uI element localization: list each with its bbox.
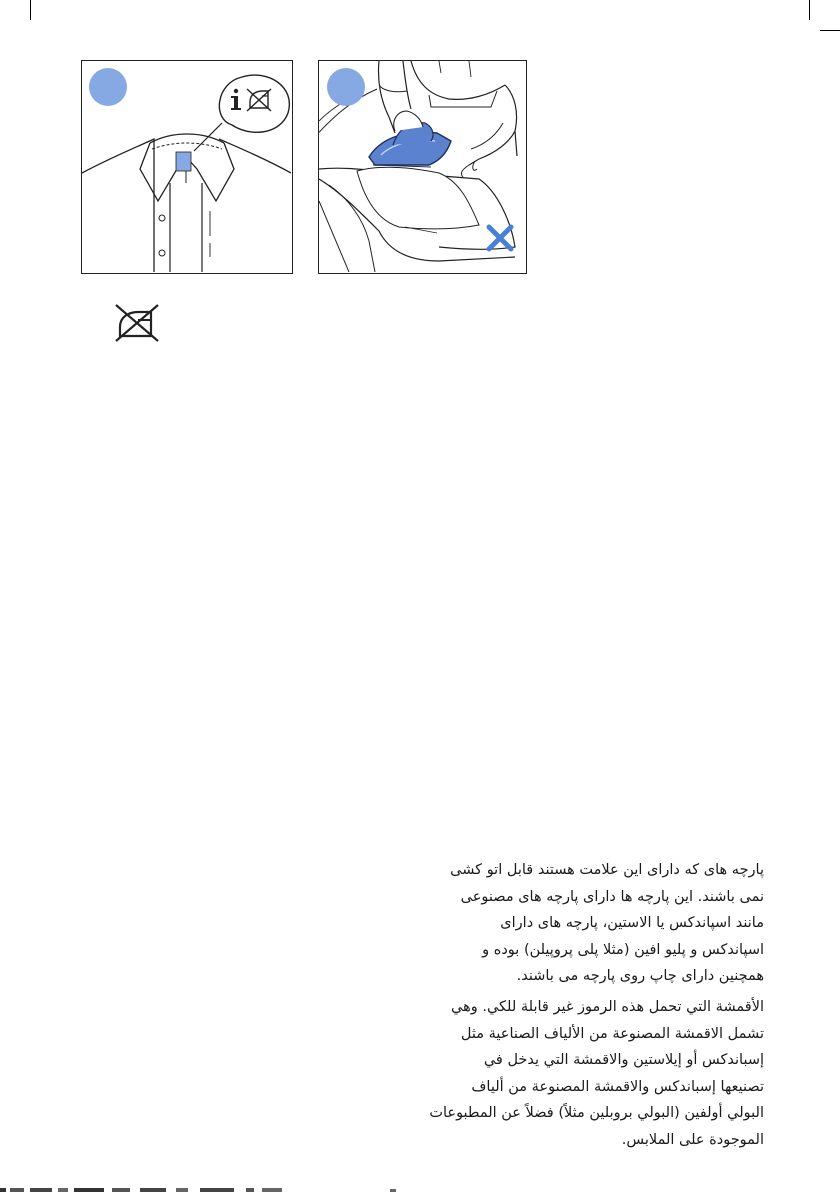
arabic-line: البولي أولفين (البولي بروبلين مثلاً) فضلاً عن المطبوعات bbox=[429, 1105, 764, 1121]
persian-line: نمی باشند. این پارچه ها دارای پارچه های مصنوعی bbox=[460, 888, 764, 905]
arabic-paragraph bbox=[384, 994, 764, 1153]
persian-line: همچنین دارای چاپ روی پارچه می باشند. bbox=[516, 968, 764, 984]
arabic-line: تصنيعها إسباندكس والاقمشة المصنوعة من ألياف bbox=[471, 1078, 764, 1095]
arabic-line: الموجودة على الملابس. bbox=[621, 1131, 764, 1148]
persian-line: اسپاندکس و پلیو افین (مثلا پلی پروپیلن) بوده و bbox=[482, 941, 764, 958]
crop-mark-top-right-v bbox=[809, 0, 810, 20]
step2-illustration bbox=[318, 60, 527, 274]
crop-mark-top-left-v bbox=[30, 0, 31, 20]
step1-illustration bbox=[81, 60, 293, 274]
do-not-iron-icon bbox=[114, 303, 162, 343]
step2-badge bbox=[327, 68, 365, 106]
cross-icon bbox=[489, 227, 511, 249]
care-label bbox=[176, 152, 191, 171]
arabic-line: إسباندكس أو إيلاستين والاقمشة التي يدخل في bbox=[483, 1052, 764, 1068]
persian-line: پارچه های که دارای این علامت هستند قابل اتو کشی bbox=[450, 862, 764, 878]
persian-line: مانند اسپاندکس یا الاستین، پارچه های دارای bbox=[500, 915, 764, 931]
iron-icon bbox=[369, 123, 451, 167]
arabic-line: تشمل الاقمشة المصنوعة من الألياف الصناعية مثل bbox=[460, 1025, 764, 1042]
arabic-line: الأقمشة التي تحمل هذه الرموز غير قابلة للكي. وهي bbox=[451, 999, 764, 1015]
print-slug-strip bbox=[0, 1186, 840, 1192]
step1-badge bbox=[89, 68, 127, 106]
persian-paragraph bbox=[384, 857, 764, 990]
crop-mark-right-h bbox=[820, 30, 840, 31]
